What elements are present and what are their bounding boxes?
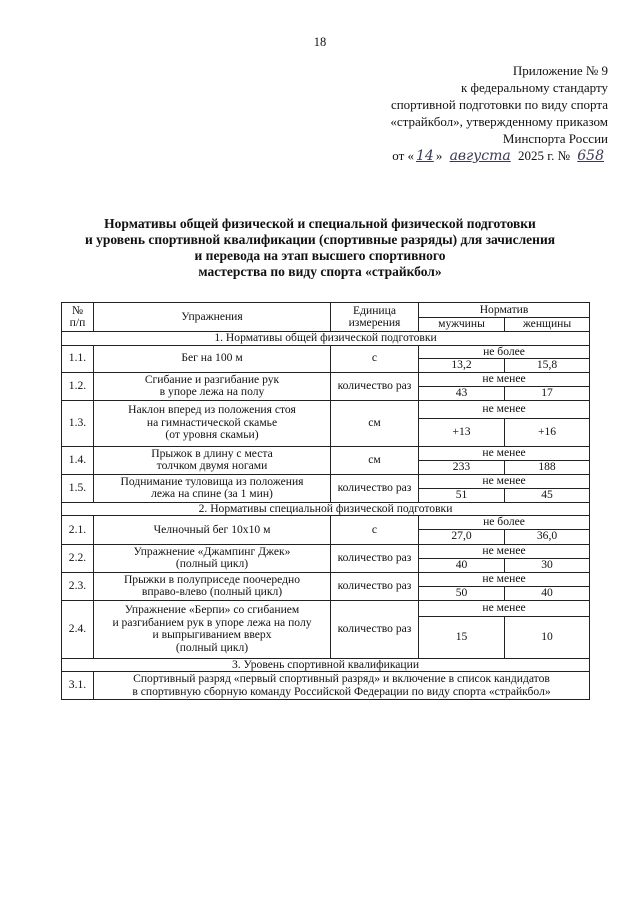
section-title: 3. Уровень спортивной квалификации	[62, 658, 590, 672]
exercise-cell: Прыжок в длину с места толчком двумя ногами	[94, 446, 331, 474]
order-prefix: от «	[392, 148, 414, 163]
order-year: 2025 г. №	[517, 148, 571, 163]
men-value: +13	[419, 418, 505, 446]
row-number: 2.1.	[62, 516, 94, 545]
order-month-handwritten: августа	[449, 148, 511, 164]
unit-cell: количество раз	[331, 474, 419, 502]
exercise-cell: Прыжки в полуприседе поочередно вправо-влево (полный цикл)	[94, 572, 331, 600]
order-date-line	[308, 147, 608, 165]
row-number: 2.4.	[62, 600, 94, 658]
section-title: 1. Нормативы общей физической подготовки	[62, 332, 590, 346]
header-men: мужчины	[419, 318, 505, 332]
title-line: мастерства по виду спорта «страйкбол»	[198, 264, 442, 279]
criterion-cell: не менее	[419, 474, 590, 488]
men-value: 51	[419, 488, 505, 502]
men-value: 50	[419, 586, 505, 600]
row-number: 1.5.	[62, 474, 94, 502]
header-norm: Норматив	[419, 303, 590, 318]
header-exercise: Упражнения	[94, 303, 331, 332]
unit-cell: количество раз	[331, 544, 419, 572]
norms-table	[61, 302, 590, 700]
order-mid: »	[435, 148, 443, 163]
row-number: 1.1.	[62, 345, 94, 372]
women-value: +16	[505, 418, 590, 446]
men-value: 43	[419, 386, 505, 400]
women-value: 40	[505, 586, 590, 600]
men-value: 40	[419, 558, 505, 572]
header-unit: Единица измерения	[331, 303, 419, 332]
appendix-line: Приложение № 9	[512, 63, 608, 78]
unit-cell: количество раз	[331, 600, 419, 658]
criterion-cell: не менее	[419, 572, 590, 586]
unit-cell: количество раз	[331, 372, 419, 400]
appendix-line: спортивной подготовки по виду спорта	[390, 97, 608, 112]
unit-cell: с	[331, 345, 419, 372]
header-num: № п/п	[62, 303, 94, 332]
qualification-cell: Спортивный разряд «первый спортивный разряд» и включение в список кандидатов в спортивную сборную команду Российской Федерации по виду спорта «страйкбол»	[94, 672, 590, 700]
document-title	[40, 216, 600, 280]
order-number-handwritten: 658	[577, 148, 604, 164]
criterion-cell: не менее	[419, 372, 590, 386]
criterion-cell: не более	[419, 516, 590, 530]
women-value: 30	[505, 558, 590, 572]
exercise-cell: Наклон вперед из положения стоя на гимнастической скамье (от уровня скамьи)	[94, 400, 331, 446]
page-number: 18	[313, 35, 327, 49]
exercise-cell: Сгибание и разгибание рук в упоре лежа на полу	[94, 372, 331, 400]
exercise-cell: Упражнение «Джампинг Джек» (полный цикл)	[94, 544, 331, 572]
order-day-handwritten: 14	[416, 148, 434, 164]
criterion-cell: не менее	[419, 600, 590, 616]
exercise-cell: Поднимание туловища из положения лежа на спине (за 1 мин)	[94, 474, 331, 502]
header-women: женщины	[505, 318, 590, 332]
women-value: 15,8	[505, 359, 590, 373]
title-line: и уровень спортивной квалификации (спортивные разряды) для зачисления	[84, 232, 556, 247]
women-value: 45	[505, 488, 590, 502]
women-value: 188	[505, 460, 590, 474]
title-line: и перевода на этап высшего спортивного	[194, 248, 446, 263]
row-number: 1.3.	[62, 400, 94, 446]
women-value: 36,0	[505, 529, 590, 544]
exercise-cell: Челночный бег 10х10 м	[94, 516, 331, 545]
criterion-cell: не менее	[419, 544, 590, 558]
unit-cell: количество раз	[331, 572, 419, 600]
men-value: 15	[419, 616, 505, 658]
unit-cell: с	[331, 516, 419, 545]
unit-cell: см	[331, 400, 419, 446]
exercise-cell: Бег на 100 м	[94, 345, 331, 372]
appendix-line: Минспорта России	[502, 131, 608, 146]
row-number: 1.4.	[62, 446, 94, 474]
unit-cell: см	[331, 446, 419, 474]
title-line: Нормативы общей физической и специальной физической подготовки	[104, 216, 536, 231]
row-number: 1.2.	[62, 372, 94, 400]
exercise-cell: Упражнение «Берпи» со сгибанием и разгибанием рук в упоре лежа на полу и выпрыгиванием вверх (полный цикл)	[94, 600, 331, 658]
row-number: 3.1.	[62, 672, 94, 700]
row-number: 2.2.	[62, 544, 94, 572]
women-value: 17	[505, 386, 590, 400]
men-value: 27,0	[419, 529, 505, 544]
men-value: 233	[419, 460, 505, 474]
men-value: 13,2	[419, 359, 505, 373]
appendix-block	[308, 62, 608, 165]
section-title: 2. Нормативы специальной физической подготовки	[62, 502, 590, 516]
criterion-cell: не более	[419, 345, 590, 359]
row-number: 2.3.	[62, 572, 94, 600]
criterion-cell: не менее	[419, 400, 590, 418]
appendix-line: к федеральному стандарту	[460, 80, 608, 95]
appendix-line: «страйкбол», утвержденному приказом	[390, 114, 608, 129]
women-value: 10	[505, 616, 590, 658]
criterion-cell: не менее	[419, 446, 590, 460]
